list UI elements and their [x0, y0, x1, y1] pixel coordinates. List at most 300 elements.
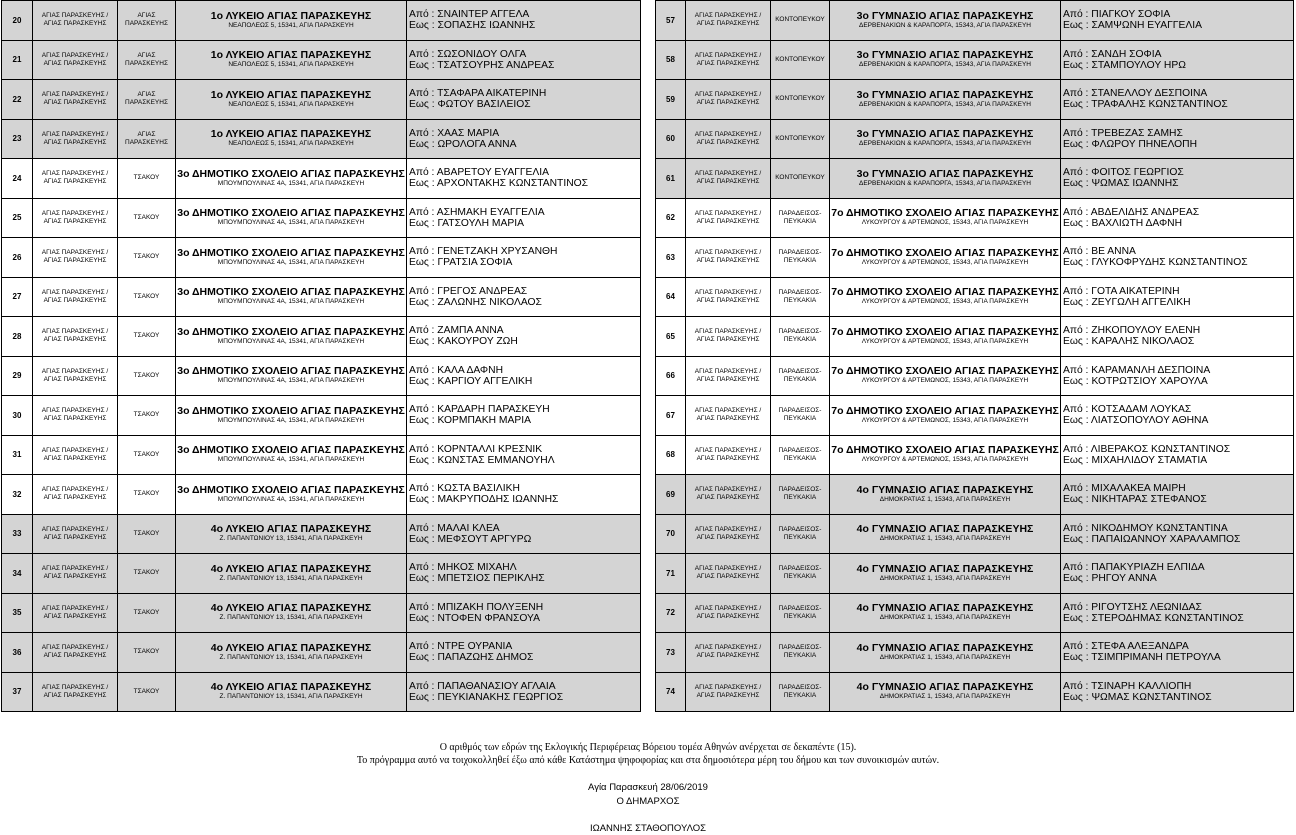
station-number: 65 [656, 317, 686, 357]
district-line: ΠΕΥΚΑΚΙΑ [783, 691, 817, 699]
table-row [2, 40, 641, 80]
station-number: 30 [2, 396, 33, 436]
station-number: 20 [2, 1, 33, 41]
district [118, 80, 176, 120]
municipal-unit [686, 40, 771, 80]
district [771, 396, 830, 436]
district [118, 317, 176, 357]
district-line: ΠΑΡΑΔΕΙΣΟΣ- [778, 683, 822, 691]
voter-range [407, 514, 641, 554]
station-number: 24 [2, 159, 33, 199]
station-number: 33 [2, 514, 33, 554]
school-name: 4ο ΛΥΚΕΙΟ ΑΓΙΑΣ ΠΑΡΑΣΚΕΥΗΣ [210, 562, 372, 575]
voter-range [1061, 593, 1294, 633]
municipal-unit-line: ΑΓΙΑΣ ΠΑΡΑΣΚΕΥΗΣ [696, 415, 760, 423]
district [118, 198, 176, 238]
station-number: 66 [656, 356, 686, 396]
school-name: 4ο ΛΥΚΕΙΟ ΑΓΙΑΣ ΠΑΡΑΣΚΕΥΗΣ [210, 641, 372, 654]
range-from: Από : ΜΠΙΖΑΚΗ ΠΟΛΥΞΕΝΗ [409, 601, 544, 613]
district-line: ΤΣΑΚΟΥ [133, 371, 160, 379]
district [118, 119, 176, 159]
district-line: ΤΣΑΚΟΥ [133, 292, 160, 300]
polling-location [830, 633, 1061, 673]
range-from: Από : ΣΩΣΟΝΙΔΟΥ ΟΛΓΑ [409, 48, 527, 60]
district-line: ΑΓΙΑΣ [137, 130, 156, 138]
station-number: 22 [2, 80, 33, 120]
district-line: ΤΣΑΚΟΥ [133, 253, 160, 261]
table-row [2, 514, 641, 554]
voter-range [407, 475, 641, 515]
district [771, 198, 830, 238]
school-name: 7ο ΔΗΜΟΤΙΚΟ ΣΧΟΛΕΙΟ ΑΓΙΑΣ ΠΑΡΑΣΚΕΥΗΣ [831, 444, 1059, 457]
school-address: ΔΗΜΟΚΡΑΤΙΑΣ 1, 15343, ΑΓΙΑ ΠΑΡΑΣΚΕΥΗ [879, 653, 1011, 661]
school-name: 4ο ΓΥΜΝΑΣΙΟ ΑΓΙΑΣ ΠΑΡΑΣΚΕΥΗΣ [856, 602, 1034, 615]
range-from: Από : ΝΙΚΟΔΗΜΟΥ ΚΩΝΣΤΑΝΤΙΝΑ [1063, 522, 1228, 534]
voter-range [1061, 554, 1294, 594]
district-line: ΚΟΝΤΟΠΕΥΚΟΥ [775, 134, 825, 142]
municipal-unit [33, 554, 118, 594]
posting-note: Το πρόγραμμα αυτό να τοιχοκολληθεί έξω από κάθε Κατάστημα ψηφοφορίας και στα δημοσιότερα μέρη του δήμου και των συνοικισμών αυτών. [356, 755, 940, 766]
municipal-unit-line: ΑΓΙΑΣ ΠΑΡΑΣΚΕΥΗΣ [43, 652, 107, 660]
district-line: ΑΓΙΑΣ [137, 51, 156, 59]
municipal-unit [686, 356, 771, 396]
table-row [656, 159, 1294, 199]
voter-range [407, 593, 641, 633]
municipal-unit-line: ΑΓΙΑΣ ΠΑΡΑΣΚΕΥΗΣ [696, 138, 760, 146]
polling-location [830, 593, 1061, 633]
school-address: ΔΕΡΒΕΝΑΚΙΩΝ & ΚΑΡΑΠΟΡΓΑ, 15343, ΑΓΙΑ ΠΑΡΑΣΚΕΥΗ [859, 100, 1031, 108]
municipal-unit [686, 80, 771, 120]
district [771, 40, 830, 80]
district-line: ΠΑΡΑΔΕΙΣΟΣ- [778, 604, 822, 612]
school-name: 7ο ΔΗΜΟΤΙΚΟ ΣΧΟΛΕΙΟ ΑΓΙΑΣ ΠΑΡΑΣΚΕΥΗΣ [831, 246, 1059, 259]
district-line: ΤΣΑΚΟΥ [133, 529, 160, 537]
range-to: Εως : ΣΤΕΡΟΔΗΜΑΣ ΚΩΝΣΤΑΝΤΙΝΟΣ [1063, 612, 1244, 624]
municipal-unit-line: ΑΓΙΑΣ ΠΑΡΑΣΚΕΥΗΣ [696, 612, 760, 620]
voter-range [407, 396, 641, 436]
district-line: ΤΣΑΚΟΥ [133, 687, 160, 695]
district-line: ΠΑΡΑΔΕΙΣΟΣ- [778, 446, 822, 454]
voter-range [1061, 159, 1294, 199]
municipal-unit-line: ΑΓΙΑΣ ΠΑΡΑΣΚΕΥΗΣ [43, 217, 107, 225]
school-address: Ζ. ΠΑΠΑΝΤΩΝΙΟΥ 13, 15341, ΑΓΙΑ ΠΑΡΑΣΚΕΥΗ [219, 653, 363, 661]
range-to: Εως : ΨΩΜΑΣ ΚΩΝΣΤΑΝΤΙΝΟΣ [1063, 691, 1212, 703]
municipal-unit-line: ΑΓΙΑΣ ΠΑΡΑΣΚΕΥΗΣ [43, 691, 107, 699]
municipal-unit-line: ΑΓΙΑΣ ΠΑΡΑΣΚΕΥΗΣ [43, 336, 107, 344]
school-name: 4ο ΛΥΚΕΙΟ ΑΓΙΑΣ ΠΑΡΑΣΚΕΥΗΣ [210, 602, 372, 615]
range-to: Εως : ΖΑΛΩΝΗΣ ΝΙΚΟΛΑΟΣ [409, 296, 542, 308]
district-line: ΠΑΡΑΣΚΕΥΗΣ [125, 20, 168, 28]
range-to: Εως : ΚΑΡΓΙΟΥ ΑΓΓΕΛΙΚΗ [409, 375, 533, 387]
range-from: Από : ΖΑΜΠΑ ΑΝΝΑ [409, 325, 504, 337]
station-number: 73 [656, 633, 686, 673]
municipal-unit-line: ΑΓΙΑΣ ΠΑΡΑΣΚΕΥΗΣ [43, 375, 107, 383]
municipal-unit [33, 435, 118, 475]
district-line: ΠΕΥΚΑΚΙΑ [783, 494, 817, 502]
district-line: ΠΕΥΚΑΚΙΑ [783, 612, 817, 620]
table-row [2, 475, 641, 515]
range-from: Από : ΤΡΕΒΕΖΑΣ ΣΑΜΗΣ [1063, 127, 1183, 139]
table-row [656, 40, 1294, 80]
municipal-unit-line: ΑΓΙΑΣ ΠΑΡΑΣΚΕΥΗΣ / [41, 249, 109, 257]
district [771, 435, 830, 475]
district [771, 238, 830, 278]
municipal-unit [686, 317, 771, 357]
municipal-unit-line: ΑΓΙΑΣ ΠΑΡΑΣΚΕΥΗΣ / [694, 565, 762, 573]
district [771, 317, 830, 357]
school-address: ΜΠΟΥΜΠΟΥΛΙΝΑΣ 4Α, 15341, ΑΓΙΑ ΠΑΡΑΣΚΕΥΗ [217, 377, 365, 385]
range-from: Από : ΚΟΡΝΤΑΛΛΙ ΚΡΕΣΝΙΚ [409, 443, 543, 455]
range-from: Από : ΓΕΝΕΤΖΑΚΗ ΧΡΥΣΑΝΘΗ [409, 246, 558, 258]
municipal-unit-line: ΑΓΙΑΣ ΠΑΡΑΣΚΕΥΗΣ / [694, 367, 762, 375]
range-to: Εως : ΩΡΟΛΟΓΑ ΑΝΝΑ [409, 138, 517, 150]
polling-location [176, 238, 407, 278]
table-row [656, 435, 1294, 475]
range-from: Από : ΜΑΛΑΙ ΚΛΕΑ [409, 522, 500, 534]
range-to: Εως : ΑΡΧΟΝΤΑΚΗΣ ΚΩΝΣΤΑΝΤΙΝΟΣ [409, 178, 589, 190]
voter-range [407, 277, 641, 317]
municipal-unit-line: ΑΓΙΑΣ ΠΑΡΑΣΚΕΥΗΣ [696, 20, 760, 28]
municipal-unit [686, 119, 771, 159]
municipal-unit [686, 159, 771, 199]
municipal-unit-line: ΑΓΙΑΣ ΠΑΡΑΣΚΕΥΗΣ / [694, 91, 762, 99]
school-name: 3ο ΔΗΜΟΤΙΚΟ ΣΧΟΛΕΙΟ ΑΓΙΑΣ ΠΑΡΑΣΚΕΥΗΣ [177, 444, 405, 457]
district-line: ΑΓΙΑΣ [137, 12, 156, 20]
municipal-unit-line: ΑΓΙΑΣ ΠΑΡΑΣΚΕΥΗΣ / [694, 209, 762, 217]
range-from: Από : ΚΑΡΑΜΑΝΛΗ ΔΕΣΠΟΙΝΑ [1063, 364, 1211, 376]
district-line: ΤΣΑΚΟΥ [133, 332, 160, 340]
polling-location [830, 159, 1061, 199]
municipal-unit-line: ΑΓΙΑΣ ΠΑΡΑΣΚΕΥΗΣ / [41, 683, 109, 691]
station-number: 29 [2, 356, 33, 396]
school-address: ΔΗΜΟΚΡΑΤΙΑΣ 1, 15343, ΑΓΙΑ ΠΑΡΑΣΚΕΥΗ [879, 614, 1011, 622]
range-to: Εως : ΚΩΝΣΤΑΣ ΕΜΜΑΝΟΥΗΛ [409, 454, 555, 466]
polling-location [176, 435, 407, 475]
school-address: ΛΥΚΟΥΡΓΟΥ & ΑΡΤΕΜΩΝΟΣ, 15343, ΑΓΙΑ ΠΑΡΑΣΚΕΥΗ [861, 456, 1029, 464]
polling-location [176, 475, 407, 515]
municipal-unit [33, 633, 118, 673]
district-line: ΠΑΡΑΔΕΙΣΟΣ- [778, 328, 822, 336]
polling-location [830, 317, 1061, 357]
municipal-unit [33, 672, 118, 712]
district-line: ΠΕΥΚΑΚΙΑ [783, 296, 817, 304]
polling-location [176, 396, 407, 436]
district-line: ΤΣΑΚΟΥ [133, 174, 160, 182]
school-name: 4ο ΓΥΜΝΑΣΙΟ ΑΓΙΑΣ ΠΑΡΑΣΚΕΥΗΣ [856, 483, 1034, 496]
station-number: 28 [2, 317, 33, 357]
polling-location [176, 198, 407, 238]
station-number: 25 [2, 198, 33, 238]
voter-range [407, 317, 641, 357]
station-number: 35 [2, 593, 33, 633]
place-date: Αγία Παρασκευή 28/06/2019 [588, 782, 708, 793]
table-row [2, 80, 641, 120]
district [771, 514, 830, 554]
table-row [2, 435, 641, 475]
station-number: 67 [656, 396, 686, 436]
district-line: ΚΟΝΤΟΠΕΥΚΟΥ [775, 55, 825, 63]
polling-location [176, 277, 407, 317]
station-number: 61 [656, 159, 686, 199]
polling-location [176, 633, 407, 673]
range-from: Από : ΣΝΑΙΝΤΕΡ ΑΓΓΕΛΑ [409, 9, 530, 21]
municipal-unit-line: ΑΓΙΑΣ ΠΑΡΑΣΚΕΥΗΣ / [694, 644, 762, 652]
district-line: ΤΣΑΚΟΥ [133, 213, 160, 221]
school-address: ΝΕΑΠΟΛΕΩΣ 5, 15341, ΑΓΙΑ ΠΑΡΑΣΚΕΥΗ [228, 140, 354, 148]
range-to: Εως : ΣΑΜΨΩΝΗ ΕΥΑΓΓΕΛΙΑ [1063, 20, 1202, 32]
municipal-unit [686, 554, 771, 594]
school-address: ΛΥΚΟΥΡΓΟΥ & ΑΡΤΕΜΩΝΟΣ, 15343, ΑΓΙΑ ΠΑΡΑΣΚΕΥΗ [861, 258, 1029, 266]
district [118, 277, 176, 317]
table-row [2, 159, 641, 199]
station-number: 62 [656, 198, 686, 238]
district-line: ΠΑΡΑΔΕΙΣΟΣ- [778, 367, 822, 375]
district-line: ΚΟΝΤΟΠΕΥΚΟΥ [775, 95, 825, 103]
table-row [2, 317, 641, 357]
district-line: ΠΑΡΑΔΕΙΣΟΣ- [778, 407, 822, 415]
school-name: 1ο ΛΥΚΕΙΟ ΑΓΙΑΣ ΠΑΡΑΣΚΕΥΗΣ [210, 128, 372, 141]
district-line: ΚΟΝΤΟΠΕΥΚΟΥ [775, 174, 825, 182]
district [118, 514, 176, 554]
school-address: ΝΕΑΠΟΛΕΩΣ 5, 15341, ΑΓΙΑ ΠΑΡΑΣΚΕΥΗ [228, 61, 354, 69]
range-to: Εως : ΓΡΑΤΣΙΑ ΣΟΦΙΑ [409, 257, 513, 269]
municipal-unit-line: ΑΓΙΑΣ ΠΑΡΑΣΚΕΥΗΣ [43, 99, 107, 107]
district [118, 396, 176, 436]
range-from: Από : ΑΣΗΜΑΚΗ ΕΥΑΓΓΕΛΙΑ [409, 206, 545, 218]
municipal-unit [33, 317, 118, 357]
voter-range [407, 633, 641, 673]
district [118, 554, 176, 594]
school-address: ΛΥΚΟΥΡΓΟΥ & ΑΡΤΕΜΩΝΟΣ, 15343, ΑΓΙΑ ΠΑΡΑΣΚΕΥΗ [861, 377, 1029, 385]
range-from: Από : ΠΑΠΑΘΑΝΑΣΙΟΥ ΑΓΛΑΙΑ [409, 680, 556, 692]
polling-location [830, 396, 1061, 436]
municipal-unit-line: ΑΓΙΑΣ ΠΑΡΑΣΚΕΥΗΣ [43, 533, 107, 541]
municipal-unit-line: ΑΓΙΑΣ ΠΑΡΑΣΚΕΥΗΣ / [694, 288, 762, 296]
district [771, 633, 830, 673]
municipal-unit [33, 80, 118, 120]
district [771, 593, 830, 633]
school-name: 7ο ΔΗΜΟΤΙΚΟ ΣΧΟΛΕΙΟ ΑΓΙΑΣ ΠΑΡΑΣΚΕΥΗΣ [831, 365, 1059, 378]
municipal-unit-line: ΑΓΙΑΣ ΠΑΡΑΣΚΕΥΗΣ [43, 494, 107, 502]
municipal-unit [33, 1, 118, 41]
school-name: 4ο ΓΥΜΝΑΣΙΟ ΑΓΙΑΣ ΠΑΡΑΣΚΕΥΗΣ [856, 523, 1034, 536]
school-name: 4ο ΛΥΚΕΙΟ ΑΓΙΑΣ ΠΑΡΑΣΚΕΥΗΣ [210, 681, 372, 694]
station-number: 21 [2, 40, 33, 80]
polling-location [830, 475, 1061, 515]
school-address: ΔΗΜΟΚΡΑΤΙΑΣ 1, 15343, ΑΓΙΑ ΠΑΡΑΣΚΕΥΗ [879, 535, 1011, 543]
range-to: Εως : ΚΟΡΜΠΑΚΗ ΜΑΡΙΑ [409, 415, 531, 427]
station-number: 27 [2, 277, 33, 317]
range-from: Από : ΖΗΚΟΠΟΥΛΟΥ ΕΛΕΝΗ [1063, 325, 1201, 337]
municipal-unit-line: ΑΓΙΑΣ ΠΑΡΑΣΚΕΥΗΣ [696, 178, 760, 186]
school-address: Ζ. ΠΑΠΑΝΤΩΝΙΟΥ 13, 15341, ΑΓΙΑ ΠΑΡΑΣΚΕΥΗ [219, 535, 363, 543]
municipal-unit-line: ΑΓΙΑΣ ΠΑΡΑΣΚΕΥΗΣ [43, 415, 107, 423]
municipal-unit-line: ΑΓΙΑΣ ΠΑΡΑΣΚΕΥΗΣ / [41, 170, 109, 178]
range-to: Εως : ΤΡΑΦΑΛΗΣ ΚΩΝΣΤΑΝΤΙΝΟΣ [1063, 99, 1228, 111]
range-to: Εως : ΜΙΧΑΗΛΙΔΟΥ ΣΤΑΜΑΤΙΑ [1063, 454, 1208, 466]
school-name: 3ο ΔΗΜΟΤΙΚΟ ΣΧΟΛΕΙΟ ΑΓΙΑΣ ΠΑΡΑΣΚΕΥΗΣ [177, 483, 405, 496]
voter-range [1061, 80, 1294, 120]
voter-range [1061, 317, 1294, 357]
district-line: ΠΑΡΑΣΚΕΥΗΣ [125, 99, 168, 107]
school-address: ΛΥΚΟΥΡΓΟΥ & ΑΡΤΕΜΩΝΟΣ, 15343, ΑΓΙΑ ΠΑΡΑΣΚΕΥΗ [861, 337, 1029, 345]
municipal-unit [686, 198, 771, 238]
station-number: 64 [656, 277, 686, 317]
station-number: 59 [656, 80, 686, 120]
range-to: Εως : ΓΑΤΣΟΥΛΗ ΜΑΡΙΑ [409, 217, 524, 229]
municipal-unit-line: ΑΓΙΑΣ ΠΑΡΑΣΚΕΥΗΣ / [41, 644, 109, 652]
range-from: Από : ΓΡΕΓΟΣ ΑΝΔΡΕΑΣ [409, 285, 528, 297]
table-row [656, 593, 1294, 633]
school-name: 3ο ΔΗΜΟΤΙΚΟ ΣΧΟΛΕΙΟ ΑΓΙΑΣ ΠΑΡΑΣΚΕΥΗΣ [177, 286, 405, 299]
municipal-unit-line: ΑΓΙΑΣ ΠΑΡΑΣΚΕΥΗΣ [696, 494, 760, 502]
district [771, 80, 830, 120]
table-row [2, 277, 641, 317]
district-line: ΠΕΥΚΑΚΙΑ [783, 454, 817, 462]
municipal-unit [33, 277, 118, 317]
school-name: 3ο ΔΗΜΟΤΙΚΟ ΣΧΟΛΕΙΟ ΑΓΙΑΣ ΠΑΡΑΣΚΕΥΗΣ [177, 246, 405, 259]
voter-range [407, 198, 641, 238]
municipal-unit-line: ΑΓΙΑΣ ΠΑΡΑΣΚΕΥΗΣ / [41, 446, 109, 454]
range-from: Από : ΠΑΠΑΚΥΡΙΑΖΗ ΕΛΠΙΔΑ [1063, 562, 1205, 574]
municipal-unit-line: ΑΓΙΑΣ ΠΑΡΑΣΚΕΥΗΣ / [694, 525, 762, 533]
range-from: Από : ΚΟΤΣΑΔΑΜ ΛΟΥΚΑΣ [1063, 404, 1192, 416]
school-name: 1ο ΛΥΚΕΙΟ ΑΓΙΑΣ ΠΑΡΑΣΚΕΥΗΣ [210, 49, 372, 62]
district-line: ΠΑΡΑΔΕΙΣΟΣ- [778, 565, 822, 573]
district [771, 277, 830, 317]
table-row [2, 356, 641, 396]
school-name: 3ο ΔΗΜΟΤΙΚΟ ΣΧΟΛΕΙΟ ΑΓΙΑΣ ΠΑΡΑΣΚΕΥΗΣ [177, 404, 405, 417]
table-row [2, 554, 641, 594]
school-address: ΔΕΡΒΕΝΑΚΙΩΝ & ΚΑΡΑΠΟΡΓΑ, 15343, ΑΓΙΑ ΠΑΡΑΣΚΕΥΗ [859, 21, 1031, 29]
table-row [656, 1, 1294, 41]
station-number: 23 [2, 119, 33, 159]
district-line: ΠΑΡΑΔΕΙΣΟΣ- [778, 288, 822, 296]
voter-range [1061, 277, 1294, 317]
school-name: 3ο ΔΗΜΟΤΙΚΟ ΣΧΟΛΕΙΟ ΑΓΙΑΣ ΠΑΡΑΣΚΕΥΗΣ [177, 167, 405, 180]
station-number: 60 [656, 119, 686, 159]
district [771, 119, 830, 159]
district-line: ΤΣΑΚΟΥ [133, 648, 160, 656]
municipal-unit-line: ΑΓΙΑΣ ΠΑΡΑΣΚΕΥΗΣ / [694, 683, 762, 691]
range-to: Εως : ΜΑΚΡΥΠΟΔΗΣ ΙΩΑΝΝΗΣ [409, 494, 559, 506]
municipal-unit [33, 396, 118, 436]
municipal-unit-line: ΑΓΙΑΣ ΠΑΡΑΣΚΕΥΗΣ [43, 257, 107, 265]
district-line: ΤΣΑΚΟΥ [133, 450, 160, 458]
municipal-unit-line: ΑΓΙΑΣ ΠΑΡΑΣΚΕΥΗΣ / [41, 12, 109, 20]
school-name: 3ο ΔΗΜΟΤΙΚΟ ΣΧΟΛΕΙΟ ΑΓΙΑΣ ΠΑΡΑΣΚΕΥΗΣ [177, 365, 405, 378]
municipal-unit-line: ΑΓΙΑΣ ΠΑΡΑΣΚΕΥΗΣ [43, 59, 107, 67]
voter-range [407, 435, 641, 475]
municipal-unit [686, 396, 771, 436]
polling-location [176, 40, 407, 80]
range-to: Εως : ΠΑΠΑΖΩΗΣ ΔΗΜΟΣ [409, 652, 534, 664]
district [771, 672, 830, 712]
range-from: Από : ΣΤΕΦΑ ΑΛΕΞΑΝΔΡΑ [1063, 641, 1189, 653]
station-number: 74 [656, 672, 686, 712]
district-line: ΠΕΥΚΑΚΙΑ [783, 217, 817, 225]
district-line: ΠΕΥΚΑΚΙΑ [783, 257, 817, 265]
municipal-unit [686, 238, 771, 278]
polling-location [830, 514, 1061, 554]
municipal-unit [686, 633, 771, 673]
table-row [656, 277, 1294, 317]
table-row [656, 119, 1294, 159]
district-line: ΤΣΑΚΟΥ [133, 569, 160, 577]
voter-range [407, 119, 641, 159]
table-row [2, 1, 641, 41]
municipal-unit [33, 514, 118, 554]
municipal-unit [33, 238, 118, 278]
voter-range [1061, 514, 1294, 554]
polling-location [176, 356, 407, 396]
municipal-unit-line: ΑΓΙΑΣ ΠΑΡΑΣΚΕΥΗΣ / [41, 51, 109, 59]
polling-location [830, 1, 1061, 41]
district-line: ΠΑΡΑΔΕΙΣΟΣ- [778, 249, 822, 257]
school-address: ΝΕΑΠΟΛΕΩΣ 5, 15341, ΑΓΙΑ ΠΑΡΑΣΚΕΥΗ [228, 100, 354, 108]
municipal-unit-line: ΑΓΙΑΣ ΠΑΡΑΣΚΕΥΗΣ [696, 454, 760, 462]
table-row [656, 554, 1294, 594]
polling-location [830, 238, 1061, 278]
school-address: ΜΠΟΥΜΠΟΥΛΙΝΑΣ 4Α, 15341, ΑΓΙΑ ΠΑΡΑΣΚΕΥΗ [217, 416, 365, 424]
voter-range [407, 159, 641, 199]
station-number: 32 [2, 475, 33, 515]
municipal-unit [33, 356, 118, 396]
district [118, 633, 176, 673]
district-line: ΤΣΑΚΟΥ [133, 411, 160, 419]
municipal-unit [686, 593, 771, 633]
polling-location [830, 40, 1061, 80]
district-line: ΠΑΡΑΔΕΙΣΟΣ- [778, 209, 822, 217]
range-from: Από : ΜΗΚΟΣ ΜΙΧΑΗΛ [409, 562, 517, 574]
school-name: 4ο ΓΥΜΝΑΣΙΟ ΑΓΙΑΣ ΠΑΡΑΣΚΕΥΗΣ [856, 562, 1034, 575]
voter-range [407, 1, 641, 41]
municipal-unit-line: ΑΓΙΑΣ ΠΑΡΑΣΚΕΥΗΣ [696, 217, 760, 225]
municipal-unit [686, 514, 771, 554]
station-number: 69 [656, 475, 686, 515]
municipal-unit-line: ΑΓΙΑΣ ΠΑΡΑΣΚΕΥΗΣ / [41, 209, 109, 217]
district [118, 356, 176, 396]
municipal-unit [33, 40, 118, 80]
range-to: Εως : ΜΠΕΤΣΙΟΣ ΠΕΡΙΚΛΗΣ [409, 573, 545, 585]
range-to: Εως : ΤΣΑΤΣΟΥΡΗΣ ΑΝΔΡΕΑΣ [409, 59, 555, 71]
table-row [656, 80, 1294, 120]
district-line: ΠΕΥΚΑΚΙΑ [783, 375, 817, 383]
polling-location [176, 554, 407, 594]
range-to: Εως : ΓΛΥΚΟΦΡΥΔΗΣ ΚΩΝΣΤΑΝΤΙΝΟΣ [1063, 257, 1248, 269]
range-to: Εως : ΛΙΑΤΣΟΠΟΥΛΟΥ ΑΘΗΝΑ [1063, 415, 1209, 427]
district-line: ΠΕΥΚΑΚΙΑ [783, 415, 817, 423]
range-from: Από : ΣΑΝΔΗ ΣΟΦΙΑ [1063, 48, 1162, 60]
station-number: 36 [2, 633, 33, 673]
municipal-unit-line: ΑΓΙΑΣ ΠΑΡΑΣΚΕΥΗΣ [696, 652, 760, 660]
range-to: Εως : ΚΑΚΟΥΡΟΥ ΖΩΗ [409, 336, 518, 348]
station-number: 37 [2, 672, 33, 712]
district [771, 1, 830, 41]
voter-range [1061, 238, 1294, 278]
school-address: ΛΥΚΟΥΡΓΟΥ & ΑΡΤΕΜΩΝΟΣ, 15343, ΑΓΙΑ ΠΑΡΑΣΚΕΥΗ [861, 416, 1029, 424]
polling-location [176, 593, 407, 633]
polling-location [830, 356, 1061, 396]
municipal-unit-line: ΑΓΙΑΣ ΠΑΡΑΣΚΕΥΗΣ / [41, 367, 109, 375]
municipal-unit-line: ΑΓΙΑΣ ΠΑΡΑΣΚΕΥΗΣ / [41, 486, 109, 494]
district [118, 475, 176, 515]
municipal-unit-line: ΑΓΙΑΣ ΠΑΡΑΣΚΕΥΗΣ / [694, 328, 762, 336]
municipal-unit [686, 435, 771, 475]
municipal-unit-line: ΑΓΙΑΣ ΠΑΡΑΣΚΕΥΗΣ / [694, 51, 762, 59]
municipal-unit-line: ΑΓΙΑΣ ΠΑΡΑΣΚΕΥΗΣ [696, 99, 760, 107]
school-name: 4ο ΓΥΜΝΑΣΙΟ ΑΓΙΑΣ ΠΑΡΑΣΚΕΥΗΣ [856, 641, 1034, 654]
